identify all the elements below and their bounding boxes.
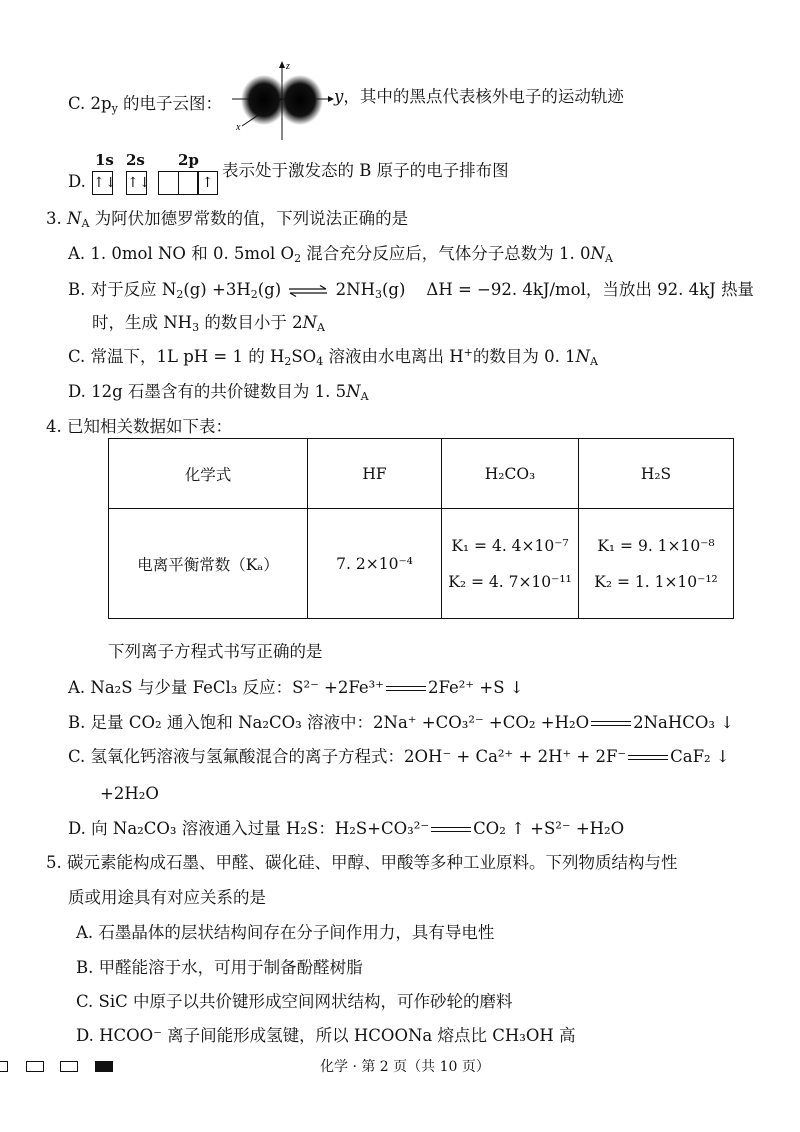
q4-option-c-line2: +2H₂O bbox=[100, 784, 159, 803]
q4-option-c: C. 氢氧化钙溶液与氢氟酸混合的离子方程式：2OH⁻ + Ca²⁺ + 2H⁺ + 2F⁻ CaF₂ ↓ bbox=[68, 747, 730, 766]
q2-option-c-tail: y，其中的黑点代表核外电子的运动轨迹 bbox=[334, 87, 624, 106]
q3-stem: 3. $N_A$ 为阿伏加德罗常数的值，下列说法正确的是 bbox=[46, 209, 409, 230]
reversible-arrow-icon bbox=[288, 285, 328, 297]
orbital-diagram-2s bbox=[126, 171, 151, 195]
q4-option-a: A. Na₂S 与少量 FeCl₃ 反应：S²⁻ +2Fe³⁺ 2Fe²⁺ +S ↓ bbox=[68, 678, 524, 697]
q5-option-b: B. 甲醛能溶于水，可用于制备酚醛树脂 bbox=[76, 958, 363, 977]
table-cell-hf: 7. 2×10⁻⁴ bbox=[308, 509, 442, 619]
orbital-diagram-2p bbox=[158, 171, 217, 195]
footer-mark-icon bbox=[60, 1061, 78, 1072]
table-header-h2s: H₂S bbox=[579, 439, 734, 509]
footer-mark-icon bbox=[0, 1061, 8, 1072]
q5-stem-line1: 5. 碳元素能构成石墨、甲醛、碳化硅、甲醇、甲酸等多种工业原料。下列物质结构与性 bbox=[46, 853, 678, 872]
q3-option-b: B. 对于反应 $N_2(g) +3H_2(g)$ $2NH_3(g)$ ΔH = −92. 4kJ/mol，当放出 92. 4kJ 热量 bbox=[68, 280, 754, 301]
q5-option-d: D. HCOO⁻ 离子间能形成氢键，所以 HCOONa 熔点比 CH₃OH 高 bbox=[76, 1026, 576, 1045]
x-axis-label: x bbox=[236, 122, 241, 133]
orbital-diagram bbox=[92, 171, 117, 195]
footer-mark-icon bbox=[95, 1061, 113, 1072]
table-header-hf: HF bbox=[308, 439, 442, 509]
table-header-h2co3: H₂CO₃ bbox=[442, 439, 579, 509]
q2-option-c: C. $2p_y$ 的电子云图： bbox=[68, 94, 223, 115]
q2-option-d-label: D. bbox=[68, 172, 86, 191]
q5-option-c: C. SiC 中原子以共价键形成空间网状结构，可作砂轮的磨料 bbox=[76, 992, 513, 1011]
table-cell-h2co3: K₁ = 4. 4×10⁻⁷ K₂ = 4. 7×10⁻¹¹ bbox=[442, 509, 579, 619]
page-footer: 化学 · 第 2 页（共 10 页） bbox=[320, 1059, 490, 1075]
q4-option-d: D. 向 Na₂CO₃ 溶液通入过量 H₂S：H₂S+CO₃²⁻ CO₂ ↑ +S²⁻ +H₂O bbox=[68, 819, 625, 838]
q3-option-c: C. 常温下，1L pH = 1 的 $H_2SO_4$ 溶液由水电离出 H+的数目为 0. $1N_A$ bbox=[68, 346, 598, 368]
orbital-box-2p-1 bbox=[158, 171, 179, 195]
orbital-label-2s: 2s bbox=[126, 151, 145, 169]
z-axis-label: z bbox=[286, 61, 290, 72]
orbital-box-2s: ↑↓ bbox=[126, 171, 147, 195]
orbital-box-1s: ↑↓ bbox=[92, 171, 113, 195]
table-cell-h2s: K₁ = 9. 1×10⁻⁸ K₂ = 1. 1×10⁻¹² bbox=[579, 509, 734, 619]
q5-stem-line2: 质或用途具有对应关系的是 bbox=[68, 888, 266, 907]
q5-option-a: A. 石墨晶体的层状结构间存在分子间作用力，具有导电性 bbox=[76, 923, 495, 942]
p-orbital-electron-cloud-icon bbox=[228, 58, 338, 144]
ionization-constant-table bbox=[108, 438, 734, 619]
q3-option-a: A. 1. 0mol NO 和 0. 5mol $O_2$ 混合充分反应后，气体分子总数为 1. $0N_A$ bbox=[68, 244, 613, 265]
q4-option-b: B. 足量 CO₂ 通入饱和 Na₂CO₃ 溶液中：2Na⁺ +CO₃²⁻ +CO₂ +H₂O 2NaHCO₃ ↓ bbox=[68, 713, 735, 732]
orbital-box-2p-3: ↑ bbox=[197, 171, 218, 195]
footer-mark-icon bbox=[26, 1061, 44, 1072]
y-axis-label: y bbox=[334, 87, 344, 106]
q3-option-d: D. 12g 石墨含有的共价键数目为 1. $5N_A$ bbox=[68, 382, 369, 403]
q2-option-d-text: 表示处于激发态的 B 原子的电子排布图 bbox=[222, 161, 509, 180]
orbital-box-2p-2 bbox=[178, 171, 199, 195]
q4-stem: 4. 已知相关数据如下表： bbox=[46, 417, 232, 436]
table-header-formula: 化学式 bbox=[109, 439, 308, 509]
delta-h: ΔH = −92. 4kJ/mol，当放出 92. 4kJ 热量 bbox=[426, 280, 754, 299]
q4-question: 下列离子方程式书写正确的是 bbox=[108, 642, 323, 661]
q3-option-b-line2: 时，生成 $NH_3$ 的数目小于 $2N_A$ bbox=[92, 313, 325, 334]
orbital-label-2p: 2p bbox=[178, 151, 199, 169]
orbital-label-1s: 1s bbox=[95, 151, 114, 169]
table-row-label: 电离平衡常数（Kₐ） bbox=[109, 509, 308, 619]
